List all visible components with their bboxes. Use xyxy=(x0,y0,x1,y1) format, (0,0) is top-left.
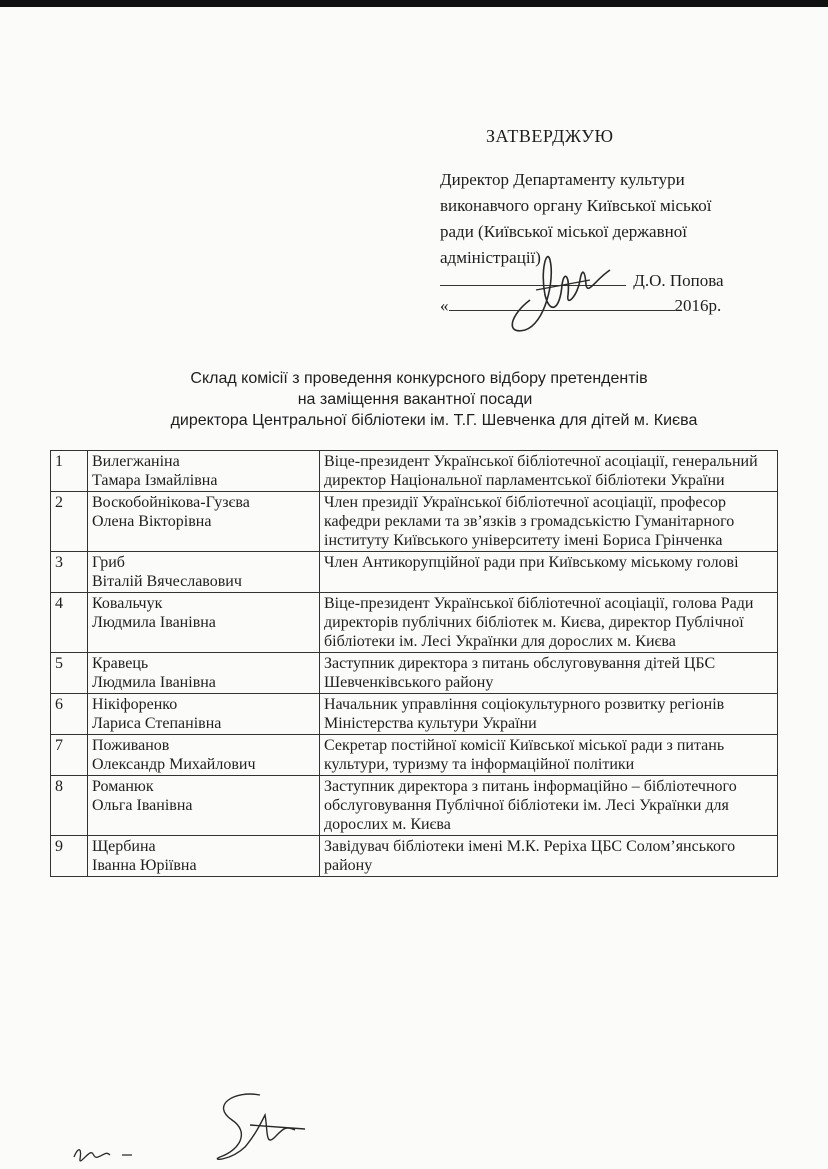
member-position: Віце-президент Української бібліотечної асоціації, генеральний директор Національної парламентської бібліотеки України xyxy=(320,451,778,492)
table-row xyxy=(51,593,778,653)
member-position: Секретар постійної комісії Київської міської ради з питань культури, туризму та інформаційної політики xyxy=(320,735,778,776)
member-surname: Поживанов xyxy=(92,737,170,754)
member-surname: Ковальчук xyxy=(92,595,163,612)
member-given-name: Людмила Іванівна xyxy=(92,674,216,691)
member-number: 3 xyxy=(51,552,88,593)
member-name xyxy=(88,653,320,694)
member-name xyxy=(88,776,320,836)
member-name xyxy=(88,451,320,492)
member-name xyxy=(88,694,320,735)
member-number: 1 xyxy=(51,451,88,492)
date-open-quote: « xyxy=(440,296,449,315)
member-given-name: Олександр Михайлович xyxy=(92,756,256,773)
member-name xyxy=(88,552,320,593)
table-row xyxy=(51,735,778,776)
director-signature xyxy=(500,240,620,340)
member-position: Віце-президент Української бібліотечної асоціації, голова Ради директорів публічних бібліотек м. Києва, директор Публічної бібліотеки ім. Лесі Українки для дорослих м. Києва xyxy=(320,593,778,653)
member-surname: Нікіфоренко xyxy=(92,696,178,713)
member-given-name: Олена Вікторівна xyxy=(92,513,212,530)
date-year: 2016р. xyxy=(674,296,722,315)
member-surname: Романюк xyxy=(92,778,154,795)
signer-name: Д.О. Попова xyxy=(633,271,724,290)
table-row xyxy=(51,492,778,552)
member-surname: Вилегжаніна xyxy=(92,453,180,470)
member-position: Начальник управління соціокультурного розвитку регіонів Міністерства культури України xyxy=(320,694,778,735)
member-name xyxy=(88,593,320,653)
member-surname: Гриб xyxy=(92,554,125,571)
member-position: Член Антикорупційної ради при Київському міському голові xyxy=(320,552,778,593)
approval-line: виконавчого органу Київської міської xyxy=(440,196,712,215)
member-number: 5 xyxy=(51,653,88,694)
heading-line: директора Центральної бібліотеки ім. Т.Г. Шевченка для дітей м. Києва xyxy=(170,412,698,429)
member-name xyxy=(88,836,320,877)
member-number: 6 xyxy=(51,694,88,735)
member-number: 4 xyxy=(51,593,88,653)
heading-line: на заміщення вакантної посади xyxy=(297,391,533,408)
member-surname: Щербина xyxy=(92,838,156,855)
member-number: 8 xyxy=(51,776,88,836)
member-given-name: Лариса Степанівна xyxy=(92,715,222,732)
commission-table xyxy=(50,450,778,877)
table-row xyxy=(51,552,778,593)
approval-title: ЗАТВЕРДЖУЮ xyxy=(486,126,614,146)
approval-line: ради (Київської міської державної xyxy=(440,222,687,241)
table-row xyxy=(51,451,778,492)
member-given-name: Іванна Юріївна xyxy=(92,857,197,874)
heading-line: Склад комісії з проведення конкурсного відбору претендентів xyxy=(190,370,648,387)
member-name xyxy=(88,492,320,552)
table-row xyxy=(51,776,778,836)
member-name xyxy=(88,735,320,776)
approval-block xyxy=(0,0,828,330)
member-number: 9 xyxy=(51,836,88,877)
member-position: Заступник директора з питань обслуговування дітей ЦБС Шевченківського району xyxy=(320,653,778,694)
table-row xyxy=(51,653,778,694)
member-surname: Воскобойнікова-Гузєва xyxy=(92,494,250,511)
handwritten-signature xyxy=(60,1085,320,1169)
approval-line: адміністрації) xyxy=(440,248,541,267)
member-number: 2 xyxy=(51,492,88,552)
table-row xyxy=(51,836,778,877)
table-row xyxy=(51,694,778,735)
member-given-name: Людмила Іванівна xyxy=(92,614,216,631)
member-position: Завідувач бібліотеки імені М.К. Реріха ЦБС Солом’янського району xyxy=(320,836,778,877)
member-position: Заступник директора з питань інформаційно – бібліотечного обслуговування Публічної бібліотеки ім. Лесі Українки для дорослих м. Києва xyxy=(320,776,778,836)
member-position: Член президії Української бібліотечної асоціації, професор кафедри реклами та зв’язків з громадськістю Гуманітарного інституту Київського університету імені Бориса Грінченка xyxy=(320,492,778,552)
member-number: 7 xyxy=(51,735,88,776)
member-given-name: Тамара Ізмайлівна xyxy=(92,472,218,489)
member-given-name: Ольга Іванівна xyxy=(92,797,193,814)
member-surname: Кравець xyxy=(92,655,149,672)
approval-line: Директор Департаменту культури xyxy=(440,170,685,189)
member-given-name: Віталій Вячеславович xyxy=(92,573,242,590)
document-heading xyxy=(0,368,828,431)
